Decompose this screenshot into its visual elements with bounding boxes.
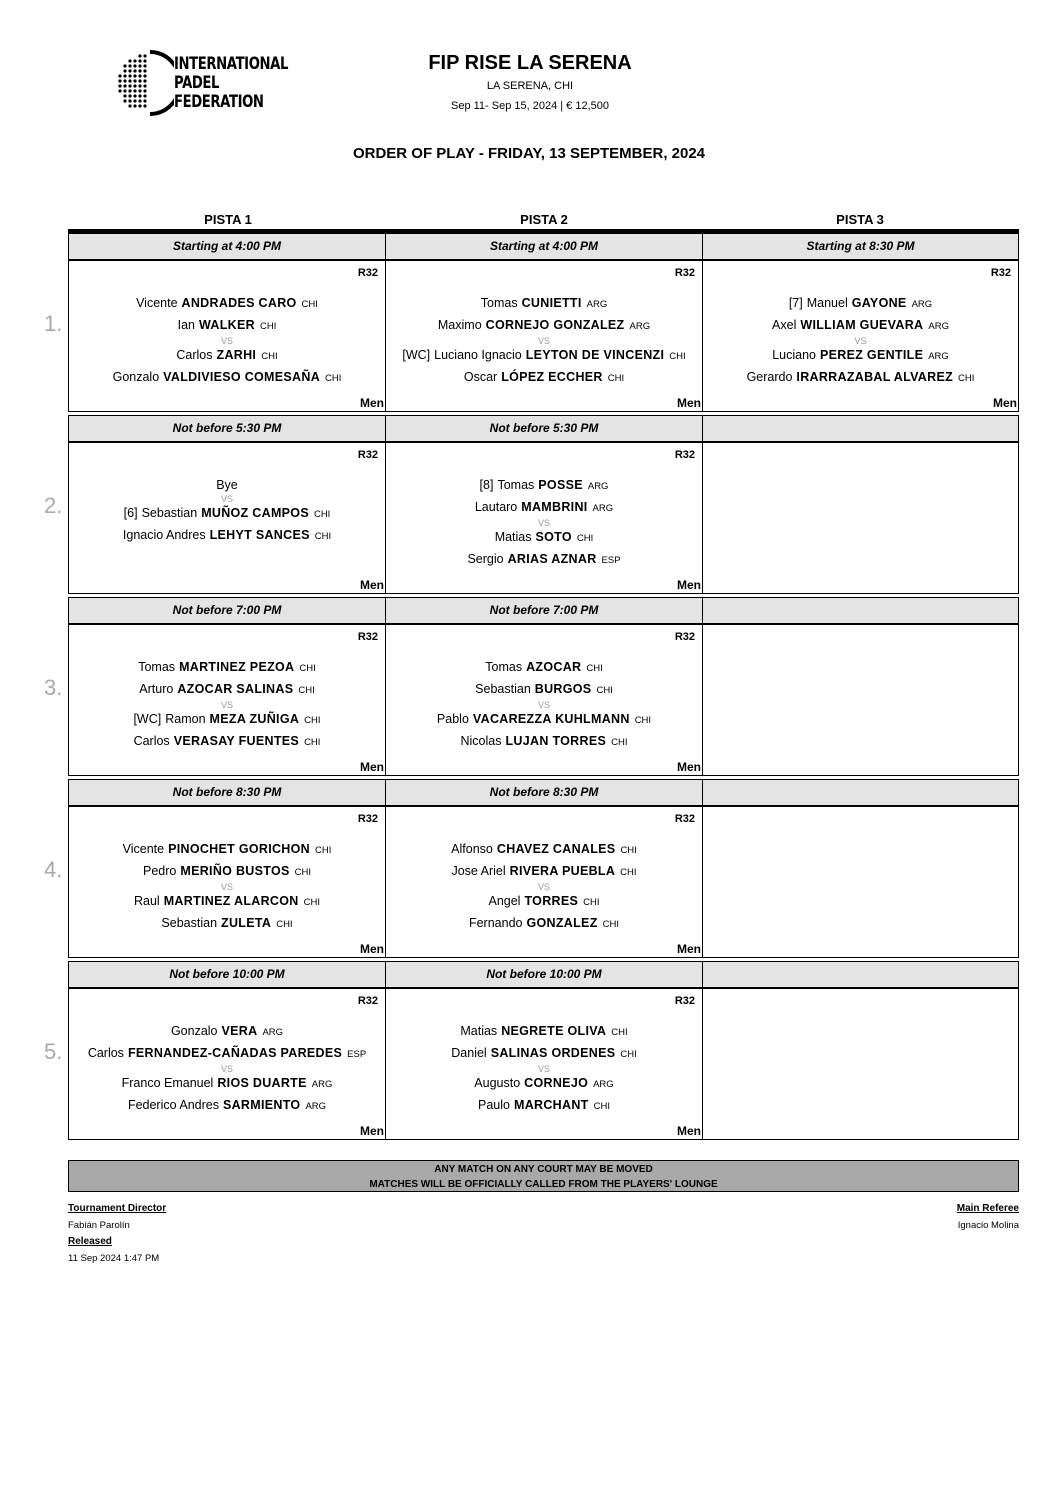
match-cell xyxy=(68,806,386,958)
player-nationality: CHI xyxy=(669,351,686,362)
match-players xyxy=(386,475,702,571)
court-header: PISTA 3 xyxy=(836,212,884,227)
player-nationality: ARG xyxy=(629,321,651,332)
player-last-name: MARCHANT xyxy=(513,1098,589,1112)
player-first-name: Axel xyxy=(772,318,797,332)
player-last-name: VERA xyxy=(221,1024,258,1038)
player xyxy=(69,891,385,913)
player-first-name: Sebastian xyxy=(141,506,198,520)
player-nationality: CHI xyxy=(303,897,320,908)
player-last-name: MEZA ZUÑIGA xyxy=(209,712,300,726)
player-last-name: CHAVEZ CANALES xyxy=(496,842,616,856)
match-cell xyxy=(385,624,703,776)
round-label: R32 xyxy=(357,267,378,279)
player-first-name: Gonzalo xyxy=(112,370,160,384)
player xyxy=(386,549,702,571)
player-first-name: Luciano Ignacio xyxy=(434,348,522,362)
player-first-name: Raul xyxy=(134,894,160,908)
player-last-name: RIVERA PUEBLA xyxy=(509,864,616,878)
match-cell xyxy=(702,442,1019,594)
player-nationality: CHI xyxy=(314,531,332,542)
director-label: Tournament Director xyxy=(68,1203,167,1214)
player-nationality: ARG xyxy=(928,321,949,332)
start-time-bar: Not before 10:00 PM xyxy=(68,961,386,988)
player-nationality: ARG xyxy=(586,299,608,310)
player-first-name: Sergio xyxy=(467,552,504,566)
round-label: R32 xyxy=(357,813,378,825)
player-first-name: Ramon xyxy=(165,712,206,726)
player-nationality: ARG xyxy=(911,299,933,310)
player-first-name: Maximo xyxy=(437,318,482,332)
player-nationality: CHI xyxy=(325,373,342,384)
player xyxy=(386,475,702,497)
player-first-name: Daniel xyxy=(451,1046,487,1060)
player-first-name: Matias xyxy=(494,530,532,544)
player-first-name: Manuel xyxy=(806,296,848,310)
player xyxy=(69,345,385,367)
match-cell xyxy=(385,260,703,412)
start-time-bar: Not before 5:30 PM xyxy=(385,415,703,442)
player-last-name: LEYTON DE VINCENZI xyxy=(525,348,665,362)
player xyxy=(69,861,385,883)
player-last-name: GAYONE xyxy=(851,296,907,310)
player xyxy=(69,367,385,389)
player-first-name: Ignacio Andres xyxy=(122,528,206,542)
player-last-name: FERNANDEZ-CAÑADAS PAREDES xyxy=(127,1046,343,1060)
match-cell xyxy=(385,442,703,594)
player-first-name: Vicente xyxy=(136,296,178,310)
player-nationality: CHI xyxy=(620,1049,637,1060)
player-nationality: CHI xyxy=(593,1101,610,1112)
notice-banner xyxy=(68,1160,1019,1192)
category-label: Men xyxy=(677,942,701,956)
match-players xyxy=(386,839,702,935)
player-first-name: Lautaro xyxy=(474,500,518,514)
round-label: R32 xyxy=(674,267,695,279)
round-label: R32 xyxy=(357,631,378,643)
vs-label: VS xyxy=(537,882,550,892)
match-players xyxy=(703,293,1018,389)
player-nationality: ESP xyxy=(601,555,621,566)
match-cell xyxy=(68,988,386,1140)
tournament-header xyxy=(380,50,680,114)
player-nationality: CHI xyxy=(576,533,594,544)
player-last-name: RIOS DUARTE xyxy=(217,1076,307,1090)
player-first-name: Tomas xyxy=(497,478,535,492)
player-first-name: Sebastian xyxy=(475,682,531,696)
match-players xyxy=(69,839,385,935)
match-cell xyxy=(702,988,1019,1140)
player-last-name: WILLIAM GUEVARA xyxy=(800,318,924,332)
player-last-name: WALKER xyxy=(199,318,255,332)
player-last-name: LEHYT SANCES xyxy=(209,528,310,542)
player xyxy=(386,527,702,549)
match-cell xyxy=(702,624,1019,776)
category-label: Men xyxy=(360,578,384,592)
player-nationality: CHI xyxy=(298,685,315,696)
category-label: Men xyxy=(677,396,701,410)
player-nationality: CHI xyxy=(586,663,603,674)
player-last-name: POSSE xyxy=(538,478,583,492)
player xyxy=(386,345,702,367)
round-label: R32 xyxy=(674,995,695,1007)
player xyxy=(386,891,702,913)
logo-line: FEDERATION xyxy=(174,92,264,111)
player-last-name: MUÑOZ CAMPOS xyxy=(201,506,309,520)
player xyxy=(703,367,1018,389)
player xyxy=(386,679,702,701)
player-first-name: Augusto xyxy=(474,1076,521,1090)
player-nationality: CHI xyxy=(958,373,975,384)
start-time-bar: Not before 7:00 PM xyxy=(68,597,386,624)
fip-emblem-icon xyxy=(118,50,174,116)
player-first-name: Vicente xyxy=(122,842,165,856)
player xyxy=(69,475,385,495)
category-label: Men xyxy=(360,396,384,410)
player xyxy=(703,315,1018,337)
notice-line: ANY MATCH ON ANY COURT MAY BE MOVED xyxy=(434,1164,653,1175)
notice-line: MATCHES WILL BE OFFICIALLY CALLED FROM THE PLAYERS' LOUNGE xyxy=(369,1179,718,1190)
player-last-name: SOTO xyxy=(535,530,572,544)
player-first-name: Pedro xyxy=(143,864,177,878)
vs-label: VS xyxy=(537,700,550,710)
player xyxy=(386,367,702,389)
match-cell xyxy=(702,260,1019,412)
player-last-name: ZARHI xyxy=(216,348,257,362)
player-nationality: CHI xyxy=(315,845,332,856)
player-nationality: CHI xyxy=(276,919,293,930)
player xyxy=(69,1073,385,1095)
player xyxy=(69,679,385,701)
tournament-location: LA SERENA, CHI xyxy=(486,80,574,92)
referee-name: Ignacio Molina xyxy=(957,1220,1019,1231)
player-nationality: CHI xyxy=(299,663,316,674)
player-last-name: CORNEJO xyxy=(524,1076,589,1090)
player-last-name: LUJAN TORRES xyxy=(505,734,607,748)
player-first-name: Federico Andres xyxy=(127,1098,219,1112)
row-number: 4. xyxy=(44,857,63,882)
player xyxy=(69,1095,385,1117)
player-last-name: GONZALEZ xyxy=(526,916,598,930)
match-cell xyxy=(68,624,386,776)
player-first-name: Ian xyxy=(177,318,196,332)
player-last-name: NEGRETE OLIVA xyxy=(501,1024,607,1038)
player-nationality: CHI xyxy=(294,867,311,878)
court-header: PISTA 1 xyxy=(204,212,252,227)
fip-logo xyxy=(118,50,288,116)
player-nationality: CHI xyxy=(620,867,637,878)
start-time-bar: Not before 10:00 PM xyxy=(385,961,703,988)
player-nationality: CHI xyxy=(634,715,652,726)
start-time-bar: Not before 8:30 PM xyxy=(68,779,386,806)
match-players xyxy=(386,1021,702,1117)
category-label: Men xyxy=(677,578,701,592)
match-cell xyxy=(68,442,386,594)
player-nationality: ARG xyxy=(928,351,949,362)
tournament-name: FIP RISE LA SERENA xyxy=(428,52,632,74)
player-first-name: Carlos xyxy=(176,348,213,362)
start-time-bar xyxy=(702,415,1019,442)
row-number: 5. xyxy=(44,1039,63,1064)
player-last-name: CUNIETTI xyxy=(521,296,582,310)
player xyxy=(69,1043,385,1065)
player-last-name: BURGOS xyxy=(534,682,592,696)
tournament-dates: Sep 11- Sep 15, 2024 | € 12,500 xyxy=(450,100,609,112)
player xyxy=(69,1021,385,1043)
player-nationality: ESP xyxy=(347,1049,367,1060)
category-label: Men xyxy=(360,1124,384,1138)
round-label: R32 xyxy=(674,449,695,461)
player-seed: [6] xyxy=(123,506,138,520)
player xyxy=(703,345,1018,367)
player-first-name: Paulo xyxy=(478,1098,510,1112)
vs-label: VS xyxy=(220,882,233,892)
player-nationality: ARG xyxy=(587,481,609,492)
logo-line: INTERNATIONAL xyxy=(174,54,288,73)
player-nationality: CHI xyxy=(583,897,600,908)
player-first-name: Angel xyxy=(488,894,521,908)
vs-label: VS xyxy=(220,336,233,346)
player xyxy=(69,293,385,315)
player-first-name: Bye xyxy=(216,478,238,492)
player-last-name: AZOCAR xyxy=(526,660,582,674)
start-time-bar: Not before 8:30 PM xyxy=(385,779,703,806)
logo-wordmark xyxy=(174,54,288,111)
player-first-name: Nicolas xyxy=(460,734,502,748)
player-last-name: IRARRAZABAL ALVAREZ xyxy=(796,370,954,384)
round-label: R32 xyxy=(674,631,695,643)
player xyxy=(386,497,702,519)
player-last-name: VALDIVIESO COMESAÑA xyxy=(163,370,321,384)
player-nationality: CHI xyxy=(611,737,628,748)
logo-line: PADEL xyxy=(174,73,220,92)
player-last-name: CORNEJO GONZALEZ xyxy=(485,318,625,332)
player-first-name: Carlos xyxy=(133,734,170,748)
player xyxy=(69,503,385,525)
player xyxy=(386,657,702,679)
player-nationality: CHI xyxy=(304,737,321,748)
player xyxy=(386,1043,702,1065)
player-nationality: CHI xyxy=(261,351,278,362)
match-players xyxy=(69,293,385,389)
player-nationality: ARG xyxy=(593,1079,614,1090)
player-last-name: VERASAY FUENTES xyxy=(173,734,300,748)
player xyxy=(69,731,385,753)
vs-label: VS xyxy=(854,336,867,346)
vs-label: VS xyxy=(220,1064,233,1074)
match-players xyxy=(386,293,702,389)
player-nationality: ARG xyxy=(311,1079,333,1090)
match-cell xyxy=(68,260,386,412)
player-first-name: Gerardo xyxy=(746,370,793,384)
match-players xyxy=(69,657,385,753)
player xyxy=(69,525,385,547)
player-first-name: Tomas xyxy=(480,296,518,310)
vs-label: VS xyxy=(537,518,550,528)
player xyxy=(69,913,385,935)
player xyxy=(386,1095,702,1117)
category-label: Men xyxy=(677,1124,701,1138)
player xyxy=(69,709,385,731)
player-first-name: Gonzalo xyxy=(170,1024,218,1038)
player-nationality: ARG xyxy=(592,503,614,514)
player-last-name: MARTINEZ PEZOA xyxy=(179,660,295,674)
director-name: Fabián Parolín xyxy=(68,1220,130,1231)
player xyxy=(386,315,702,337)
row-number: 2. xyxy=(44,493,63,518)
player xyxy=(386,731,702,753)
court-header: PISTA 2 xyxy=(520,212,568,227)
start-time-bar: Starting at 4:00 PM xyxy=(385,233,703,260)
player-seed: [8] xyxy=(479,478,494,492)
round-label: R32 xyxy=(357,449,378,461)
player-nationality: CHI xyxy=(611,1027,628,1038)
player-last-name: VACAREZZA KUHLMANN xyxy=(472,712,630,726)
released-date: 11 Sep 2024 1:47 PM xyxy=(68,1253,160,1264)
vs-label: VS xyxy=(537,1064,550,1074)
start-time-bar: Starting at 8:30 PM xyxy=(702,233,1019,260)
player-first-name: Fernando xyxy=(468,916,523,930)
player-last-name: MAMBRINI xyxy=(521,500,588,514)
round-label: R32 xyxy=(674,813,695,825)
player-nationality: CHI xyxy=(301,299,318,310)
player-nationality: ARG xyxy=(305,1101,327,1112)
player xyxy=(386,839,702,861)
player-first-name: Carlos xyxy=(87,1046,124,1060)
start-time-bar: Not before 7:00 PM xyxy=(385,597,703,624)
player-nationality: CHI xyxy=(313,509,331,520)
player-last-name: AZOCAR SALINAS xyxy=(177,682,294,696)
player-first-name: Franco Emanuel xyxy=(121,1076,214,1090)
start-time-bar xyxy=(702,597,1019,624)
start-time-bar: Starting at 4:00 PM xyxy=(68,233,386,260)
player xyxy=(69,839,385,861)
match-players xyxy=(386,657,702,753)
player xyxy=(386,1073,702,1095)
row-number: 3. xyxy=(44,675,63,700)
match-players xyxy=(69,475,385,547)
vs-label: VS xyxy=(220,700,233,710)
start-time-bar: Not before 5:30 PM xyxy=(68,415,386,442)
match-cell xyxy=(385,988,703,1140)
player-first-name: Arturo xyxy=(139,682,174,696)
match-players xyxy=(69,1021,385,1117)
player-nationality: ARG xyxy=(262,1027,284,1038)
match-cell xyxy=(385,806,703,958)
player-first-name: Oscar xyxy=(463,370,498,384)
player-first-name: Tomas xyxy=(485,660,523,674)
player xyxy=(386,293,702,315)
category-label: Men xyxy=(360,942,384,956)
category-label: Men xyxy=(993,396,1017,410)
round-label: R32 xyxy=(357,995,378,1007)
player xyxy=(703,293,1018,315)
player-nationality: CHI xyxy=(304,715,321,726)
player-nationality: CHI xyxy=(602,919,620,930)
player xyxy=(386,709,702,731)
start-time-bar xyxy=(702,961,1019,988)
player-last-name: ANDRADES CARO xyxy=(181,296,297,310)
player-last-name: ARIAS AZNAR xyxy=(507,552,597,566)
player-last-name: PINOCHET GORICHON xyxy=(168,842,310,856)
category-label: Men xyxy=(360,760,384,774)
player-nationality: CHI xyxy=(596,685,613,696)
vs-label: VS xyxy=(220,494,233,504)
player-first-name: Matias xyxy=(460,1024,498,1038)
player-nationality: CHI xyxy=(259,321,277,332)
player-last-name: TORRES xyxy=(524,894,579,908)
player xyxy=(69,657,385,679)
player-first-name: Tomas xyxy=(138,660,176,674)
player xyxy=(386,1021,702,1043)
vs-label: VS xyxy=(537,336,550,346)
player-seed: [7] xyxy=(788,296,803,310)
player-first-name: Jose Ariel xyxy=(451,864,506,878)
player-seed: [WC] xyxy=(133,712,162,726)
player xyxy=(386,913,702,935)
player-last-name: SALINAS ORDENES xyxy=(490,1046,616,1060)
referee-label: Main Referee xyxy=(956,1203,1019,1214)
row-number: 1. xyxy=(44,311,63,336)
player-last-name: MARTINEZ ALARCON xyxy=(163,894,299,908)
round-label: R32 xyxy=(990,267,1011,279)
player-nationality: CHI xyxy=(607,373,625,384)
match-cell xyxy=(702,806,1019,958)
order-of-play-title: ORDER OF PLAY - FRIDAY, 13 SEPTEMBER, 2024 xyxy=(352,145,706,162)
player-first-name: Sebastian xyxy=(161,916,218,930)
player-first-name: Luciano xyxy=(772,348,816,362)
player-last-name: LÓPEZ ECCHER xyxy=(501,370,603,384)
player xyxy=(386,861,702,883)
category-label: Men xyxy=(677,760,701,774)
player-last-name: ZULETA xyxy=(221,916,272,930)
player-first-name: Pablo xyxy=(436,712,469,726)
start-time-bar xyxy=(702,779,1019,806)
released-label: Released xyxy=(68,1236,112,1247)
player-seed: [WC] xyxy=(402,348,431,362)
player-last-name: SARMIENTO xyxy=(222,1098,301,1112)
player xyxy=(69,315,385,337)
player-first-name: Alfonso xyxy=(451,842,493,856)
player-last-name: MERIÑO BUSTOS xyxy=(180,864,290,878)
player-last-name: PEREZ GENTILE xyxy=(819,348,924,362)
player-nationality: CHI xyxy=(620,845,637,856)
